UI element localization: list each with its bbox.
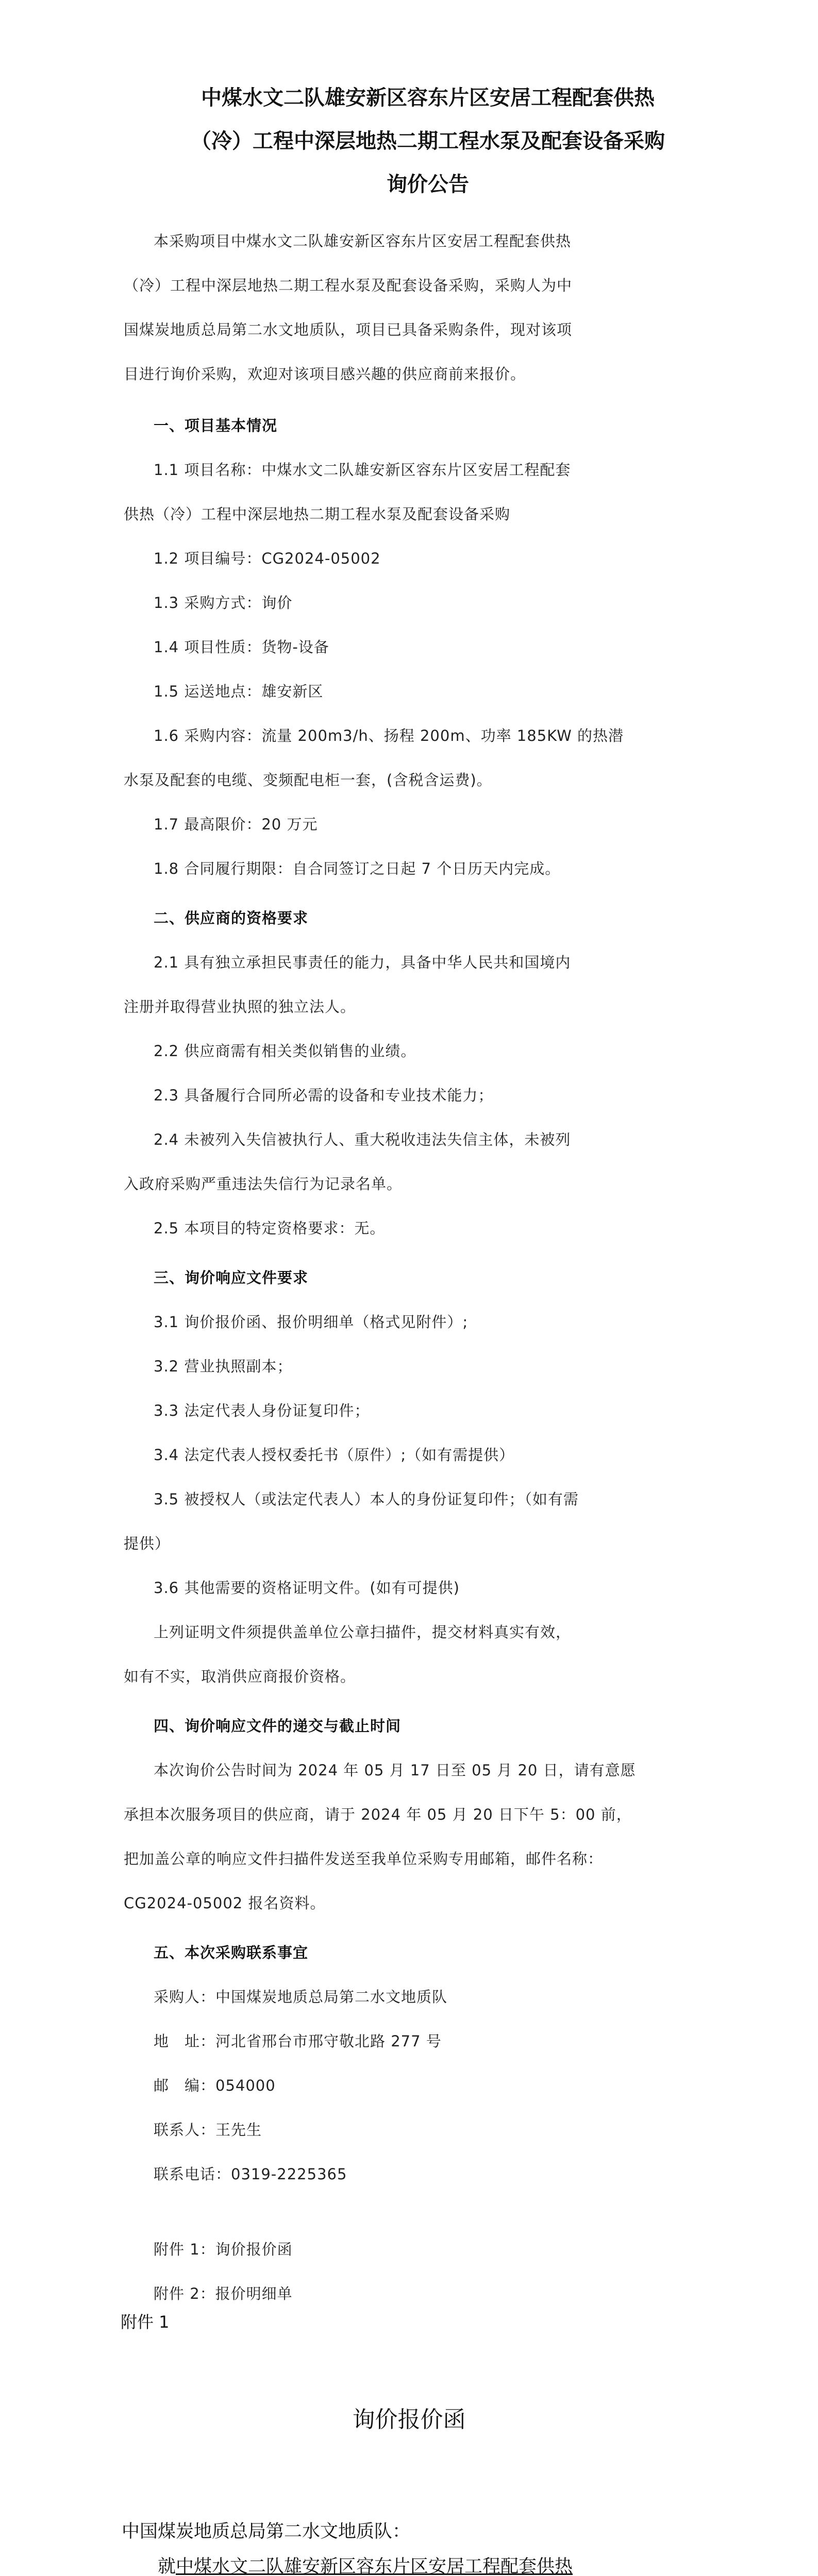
list-item: 3.4 法定代表人授权委托书（原件）;（如有需提供） xyxy=(154,1446,515,1464)
list-item: 2.5 本项目的特定资格要求：无。 xyxy=(154,1219,386,1237)
list-item: 提供） xyxy=(124,1535,171,1552)
note-line: 上列证明文件须提供盖单位公章扫描件，提交材料真实有效， xyxy=(154,1623,572,1641)
list-item: 3.5 被授权人（或法定代表人）本人的身份证复印件；（如有需 xyxy=(154,1490,579,1508)
intro-line: 本采购项目中煤水文二队雄安新区容东片区安居工程配套供热 xyxy=(154,232,572,250)
announcement-title xyxy=(134,76,722,206)
title-line: （冷）工程中深层地热二期工程水泵及配套设备采购 xyxy=(191,129,665,153)
list-item: 2.3 具备履行合同所必需的设备和专业技术能力； xyxy=(154,1087,494,1104)
list-item: 1.4 项目性质：货物-设备 xyxy=(154,638,329,656)
contact-line: 地 址：河北省邢台市邢守敬北路 277 号 xyxy=(154,2032,442,2050)
quote-letter-body xyxy=(122,2514,720,2576)
contact-line: 联系人：王先生 xyxy=(154,2121,262,2139)
list-item: 3.2 营业执照副本； xyxy=(154,1358,293,1375)
deadline-line: 本次询价公告时间为 2024 年 05 月 17 日至 05 月 20 日，请有意愿 xyxy=(154,1761,636,1779)
list-item: 1.7 最高限价：20 万元 xyxy=(154,816,318,833)
list-item: 1.1 项目名称：中煤水文二队雄安新区容东片区安居工程配套 xyxy=(154,461,571,479)
list-item: 1.8 合同履行期限：自合同签订之日起 7 个日历天内完成。 xyxy=(154,860,561,877)
contact-line: 联系电话：0319-2225365 xyxy=(154,2165,347,2183)
list-item: 2.2 供应商需有相关类似销售的业绩。 xyxy=(154,1042,416,1060)
addressee: 中国煤炭地质总局第二水文地质队： xyxy=(122,2521,411,2542)
attachment-1-label: 附件 1 xyxy=(121,2312,170,2332)
announcement-body xyxy=(124,219,724,2316)
list-item: 2.4 未被列入失信被执行人、重大税收违法失信主体，未被列 xyxy=(154,1131,571,1148)
list-item: 入政府采购严重违法失信行为记录名单。 xyxy=(124,1175,403,1193)
title-line: 询价公告 xyxy=(387,172,469,196)
letter-line-1 xyxy=(122,2549,720,2576)
section-heading: 一、项目基本情况 xyxy=(154,417,278,434)
list-item: 1.6 采购内容：流量 200m3/h、扬程 200m、功率 185KW 的热潜 xyxy=(154,727,624,744)
list-item: 供热（冷）工程中深层地热二期工程水泵及配套设备采购 xyxy=(124,505,511,523)
list-item: 1.5 运送地点：雄安新区 xyxy=(154,683,324,700)
attachment-list-item: 附件 1：询价报价函 xyxy=(154,2241,293,2258)
letter-text: 就 xyxy=(158,2556,176,2576)
intro-line: 目进行询价采购，欢迎对该项目感兴趣的供应商前来报价。 xyxy=(124,365,526,383)
deadline-line: CG2024-05002 报名资料。 xyxy=(124,1894,326,1912)
list-item: 水泵及配套的电缆、变频配电柜一套，(含税含运费)。 xyxy=(124,771,492,789)
list-item: 注册并取得营业执照的独立法人。 xyxy=(124,998,356,1015)
title-line: 中煤水文二队雄安新区容东片区安居工程配套供热 xyxy=(201,86,655,110)
note-line: 如有不实，取消供应商报价资格。 xyxy=(124,1668,356,1685)
list-item: 3.6 其他需要的资格证明文件。(如有可提供) xyxy=(154,1579,460,1597)
list-item: 3.1 询价报价函、报价明细单（格式见附件）; xyxy=(154,1313,469,1331)
contact-line: 采购人：中国煤炭地质总局第二水文地质队 xyxy=(154,1988,448,2006)
quote-letter-title: 询价报价函 xyxy=(352,2406,466,2433)
list-item: 2.1 具有独立承担民事责任的能力，具备中华人民共和国境内 xyxy=(154,954,571,971)
deadline-line: 承担本次服务项目的供应商，请于 2024 年 05 月 20 日下午 5：00 前， xyxy=(124,1806,632,1823)
project-name-underlined: 中煤水文二队雄安新区容东片区安居工程配套供热 xyxy=(176,2556,573,2576)
section-heading: 三、询价响应文件要求 xyxy=(154,1269,309,1286)
intro-line: 国煤炭地质总局第二水文地质队，项目已具备采购条件，现对该项 xyxy=(124,321,573,338)
deadline-line: 把加盖公章的响应文件扫描件发送至我单位采购专用邮箱，邮件名称： xyxy=(124,1850,604,1868)
list-item: 1.3 采购方式：询价 xyxy=(154,594,293,612)
attachment-list-item: 附件 2：报价明细单 xyxy=(154,2285,293,2302)
intro-line: （冷）工程中深层地热二期工程水泵及配套设备采购，采购人为中 xyxy=(124,277,573,294)
section-heading: 五、本次采购联系事宜 xyxy=(154,1944,309,1961)
list-item: 3.3 法定代表人身份证复印件； xyxy=(154,1402,370,1419)
list-item: 1.2 项目编号：CG2024-05002 xyxy=(154,550,381,567)
section-heading: 四、询价响应文件的递交与截止时间 xyxy=(154,1717,402,1735)
section-heading: 二、供应商的资格要求 xyxy=(154,909,309,927)
contact-line: 邮 编：054000 xyxy=(154,2077,276,2094)
